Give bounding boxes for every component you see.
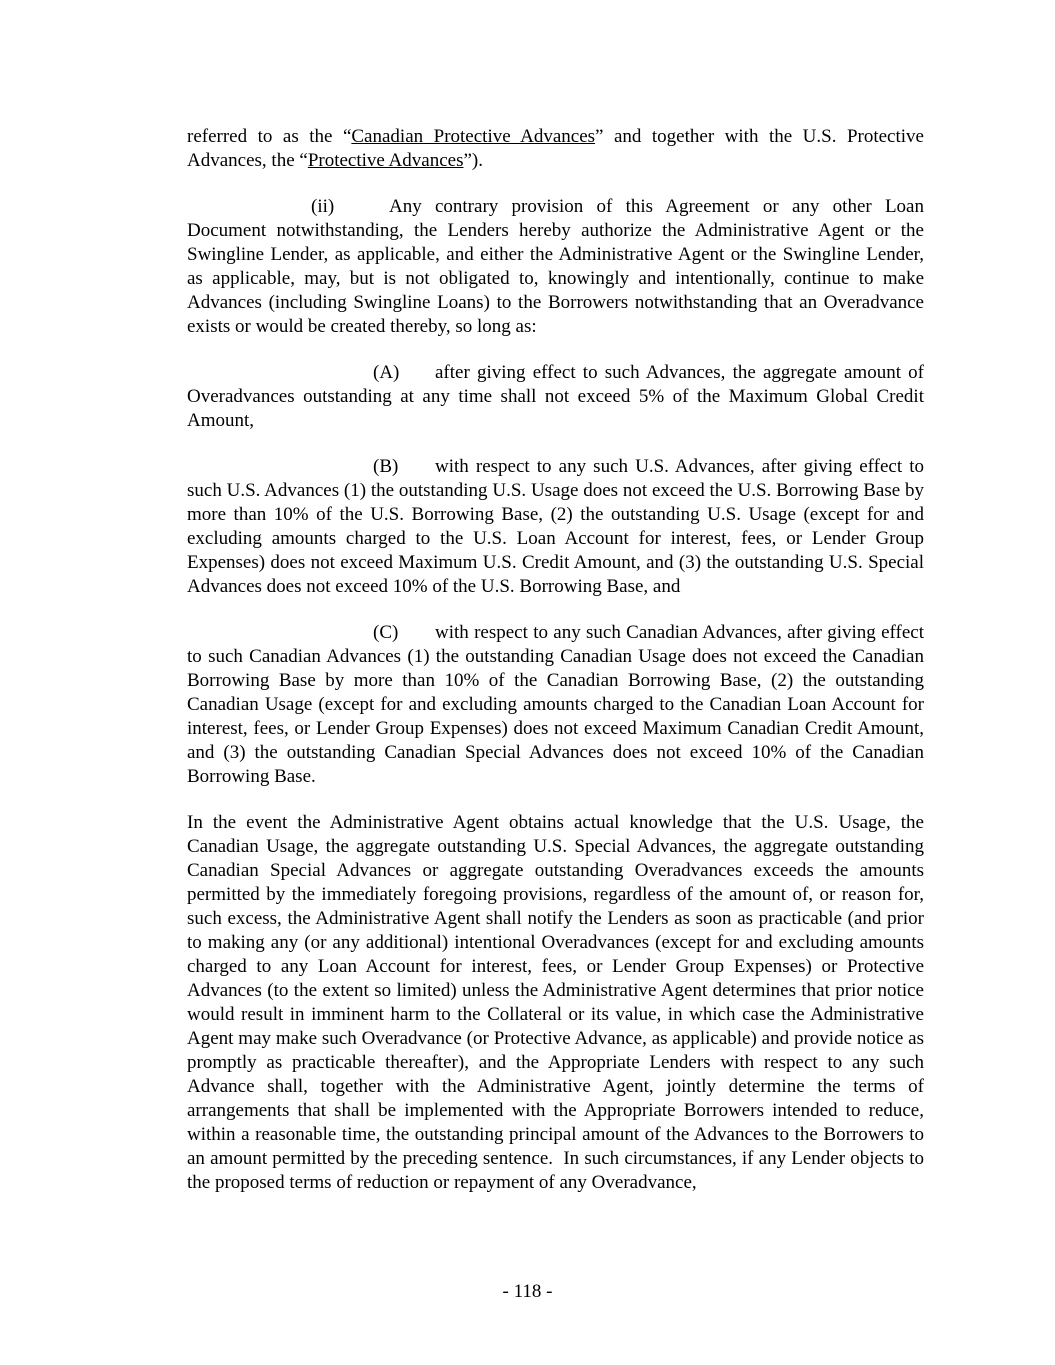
clause-ii-marker: (ii) (311, 196, 335, 217)
clause-ii-paragraph (187, 195, 924, 339)
clause-b-text: with respect to any such U.S. Advances, after giving effect to such U.S. Advances (1) the outstanding U.S. Usage does not exceed the U.S. Borrowing Base by more than 10% of the U.S. Borrowing Base, (2) the outstanding U.S. Usage (except for and excluding amounts charged to the U.S. Loan Account for interest, fees, or Lender Group Expenses) does not exceed Maximum U.S. Credit Amount, and (3) the outstanding U.S. Special Advances does not exceed 10% of the U.S. Borrowing Base, and (187, 456, 924, 597)
intro-text-1: referred to as the “ (187, 126, 352, 147)
clause-b-paragraph (187, 455, 924, 599)
clause-ii-text: Any contrary provision of this Agreement or any other Loan Document notwithstanding, the Lenders hereby authorize the Administrative Agent or the Swingline Lender, as applicable, and either the Administrative Agent or the Swingline Lender, as applicable, may, but is not obligated to, knowingly and intentionally, continue to make Advances (including Swingline Loans) to the Borrowers notwithstanding that an Overadvance exists or would be created thereby, so long as: (187, 196, 924, 337)
intro-text-2: ” and together with the U.S. Protective Advances, the “ (187, 126, 924, 171)
clause-c-text: with respect to any such Canadian Advances, after giving effect to such Canadian Advances (1) the outstanding Canadian Usage does not exceed the Canadian Borrowing Base by more than 10% of the Canadian Borrowing Base, (2) the outstanding Canadian Usage (except for and excluding amounts charged to the Canadian Loan Account for interest, fees, or Lender Group Expenses) does not exceed Maximum Canadian Credit Amount, and (3) the outstanding Canadian Special Advances does not exceed 10% of the Canadian Borrowing Base. (187, 622, 924, 787)
clause-a-marker: (A) (373, 362, 400, 383)
document-body (187, 125, 924, 1195)
clause-c-marker: (C) (373, 622, 399, 643)
clause-a-text: after giving effect to such Advances, the aggregate amount of Overadvances outstanding at any time shall not exceed 5% of the Maximum Global Credit Amount, (187, 362, 924, 431)
defined-term-canadian-protective-advances: Canadian Protective Advances (351, 126, 596, 147)
intro-text-3: ”). (463, 150, 483, 171)
clause-a-paragraph (187, 361, 924, 433)
closing-paragraph: In the event the Administrative Agent obtains actual knowledge that the U.S. Usage, the Canadian Usage, the aggregate outstanding U.S. Special Advances, the aggregate outstanding Canadian Special Advances or aggregate outstanding Overadvances exceeds the amounts permitted by the immediately foregoing provisions, regardless of the amount of, or reason for, such excess, the Administrative Agent shall notify the Lenders as soon as practicable (and prior to making any (or any additional) intentional Overadvances (except for and excluding amounts charged to any Loan Account for interest, fees, or Lender Group Expenses) or Protective Advances (to the extent so limited) unless the Administrative Agent determines that prior notice would result in imminent harm to the Collateral or its value, in which case the Administrative Agent may make such Overadvance (or Protective Advance, as applicable) and provide notice as promptly as practicable thereafter), and the Appropriate Lenders with respect to any such Advance shall, together with the Administrative Agent, jointly determine the terms of arrangements that shall be implemented with the Appropriate Borrowers intended to reduce, within a reasonable time, the outstanding principal amount of the Advances to the Borrowers to an amount permitted by the preceding sentence. In such circumstances, if any Lender objects to the proposed terms of reduction or repayment of any Overadvance, (187, 812, 924, 1193)
intro-paragraph (187, 125, 924, 173)
page-number: - 118 - (502, 1281, 553, 1302)
clause-b-marker: (B) (373, 456, 399, 477)
clause-c-paragraph (187, 621, 924, 789)
defined-term-protective-advances: Protective Advances (307, 150, 464, 171)
